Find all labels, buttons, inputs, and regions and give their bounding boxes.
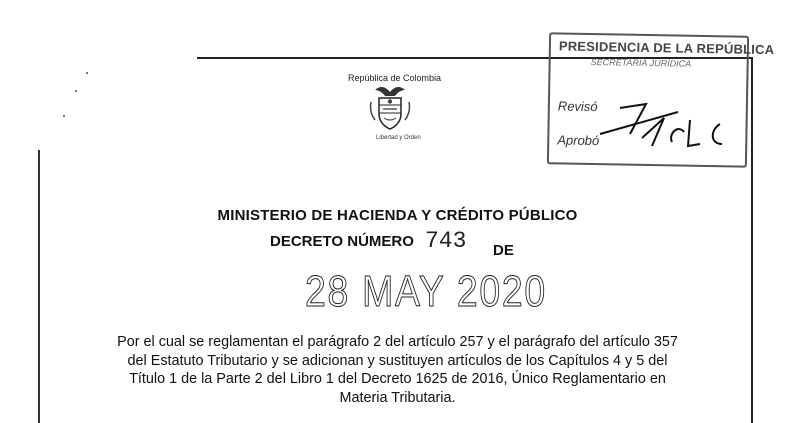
country-heading: República de Colombia [348, 73, 442, 83]
decree-summary [70, 333, 725, 407]
date-month: MAY [362, 267, 445, 316]
page-border-left [38, 150, 40, 423]
stamp-reviewed-label: Revisó [557, 98, 598, 115]
page-border-right [751, 57, 753, 423]
scan-speck [63, 115, 65, 117]
date-year: 2020 [456, 267, 547, 316]
scan-speck [75, 90, 77, 92]
decree-number-label: DECRETO NÚMERO [270, 233, 414, 250]
summary-line: del Estatuto Tributario y se adicionan y sustituyen artículos de los Capítulos 4 y 5 del [127, 352, 668, 369]
motto-text: Libertad y Orden [376, 135, 421, 141]
summary-line: Título 1 de la Parte 2 del Libro 1 del Decreto 1625 de 2016, Único Reglamentario en [129, 371, 666, 387]
decree-date [305, 267, 547, 317]
decree-number: 743 [425, 228, 467, 254]
scan-speck [86, 72, 88, 74]
stamp-subtitle: SECRETARÍA JURÍDICA [590, 56, 692, 69]
handwritten-signature [557, 94, 740, 164]
summary-line: Por el cual se reglamentan el parágrafo 2 del artículo 257 y el parágrafo del artículo 357 [117, 334, 678, 350]
ministry-heading: MINISTERIO DE HACIENDA Y CRÉDITO PÚBLICO [217, 207, 578, 224]
decree-number-suffix: DE [493, 242, 514, 259]
date-day: 28 [305, 267, 351, 316]
stamp-approved-label: Aprobó [557, 132, 600, 149]
summary-line: Materia Tributaria. [339, 389, 456, 406]
coat-of-arms-icon [367, 84, 413, 132]
stamp-title: PRESIDENCIA DE LA REPÚBLICA [558, 38, 775, 58]
